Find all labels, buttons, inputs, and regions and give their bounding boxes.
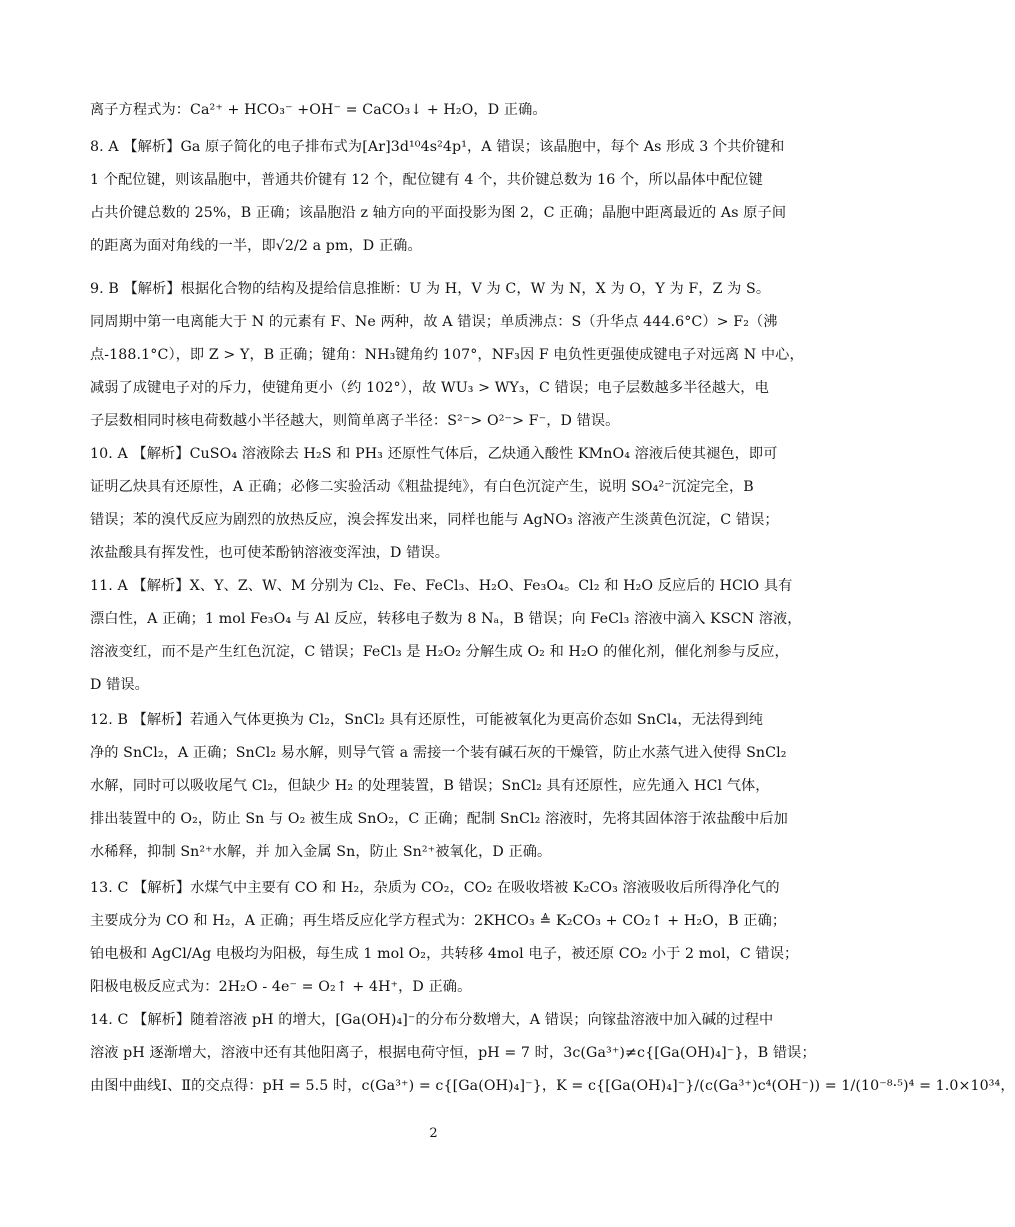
- text-line: 铂电极和 AgCl/Ag 电极均为阳极，每生成 1 mol O₂，共转移 4mol 电子，被还原 CO₂ 小于 2 mol，C 错误；: [90, 946, 799, 962]
- text-line: 由图中曲线Ⅰ、Ⅱ的交点得：pH = 5.5 时，c(Ga³⁺) = c{[Ga(OH)₄]⁻}，K = c{[Ga(OH)₄]⁻}/(c(Ga³⁺)c⁴(OH⁻)) = 1/(10⁻⁸·⁵)⁴ = 1.0×10³⁴，: [90, 1078, 1015, 1094]
- text-line: 溶液 pH 逐渐增大，溶液中还有其他阳离子，根据电荷守恒，pH = 7 时，3c(Ga³⁺)≠c{[Ga(OH)₄]⁻}，B 错误；: [90, 1045, 816, 1061]
- paragraph-q13: [90, 872, 799, 1004]
- text-line: 漂白性，A 正确；1 mol Fe₃O₄ 与 Al 反应，转移电子数为 8 Nₐ，B 错误；向 FeCl₃ 溶液中滴入 KSCN 溶液，: [90, 611, 802, 627]
- text-line: 13. C 【解析】水煤气中主要有 CO 和 H₂，杂质为 CO₂，CO₂ 在吸收塔被 K₂CO₃ 溶液吸收后所得净化气的: [90, 880, 780, 896]
- text-line: 净的 SnCl₂，A 正确；SnCl₂ 易水解，则导气管 a 需接一个装有碱石灰的干燥管，防止水蒸气进入使得 SnCl₂: [90, 745, 787, 761]
- text-line: 14. C 【解析】随着溶液 pH 的增大，[Ga(OH)₄]⁻的分布分数增大，A 错误；向镓盐溶液中加入碱的过程中: [90, 1012, 774, 1028]
- paragraph-q11: [90, 570, 802, 702]
- text-line: 8. A 【解析】Ga 原子简化的电子排布式为[Ar]3d¹⁰4s²4p¹，A 错误；该晶胞中，每个 As 形成 3 个共价键和: [90, 139, 785, 155]
- paragraph-q14: [90, 1004, 1015, 1103]
- text-line: 的距离为面对角线的一半，即√2/2 a pm，D 正确。: [90, 238, 422, 254]
- paragraph-q12: [90, 704, 788, 869]
- text-line: 排出装置中的 O₂，防止 Sn 与 O₂ 被生成 SnO₂，C 正确；配制 SnCl₂ 溶液时，先将其固体溶于浓盐酸中后加: [90, 811, 788, 827]
- text-line: 11. A 【解析】X、Y、Z、W、M 分别为 Cl₂、Fe、FeCl₃、H₂O、Fe₃O₄。Cl₂ 和 H₂O 反应后的 HClO 具有: [90, 578, 793, 594]
- text-line: 12. B 【解析】若通入气体更换为 Cl₂，SnCl₂ 具有还原性，可能被氧化为更高价态如 SnCl₄，无法得到纯: [90, 712, 764, 728]
- text-line: 错误；苯的溴代反应为剧烈的放热反应，溴会挥发出来，同样也能与 AgNO₃ 溶液产生淡黄色沉淀，C 错误；: [90, 512, 779, 528]
- text-line: 主要成分为 CO 和 H₂，A 正确；再生塔反应化学方程式为：2KHCO₃ ≜ K₂CO₃ + CO₂↑ + H₂O，B 正确；: [90, 913, 787, 929]
- text-line: 水解，同时可以吸收尾气 Cl₂，但缺少 H₂ 的处理装置，B 错误；SnCl₂ 具有还原性，应先通入 HCl 气体，: [90, 778, 770, 794]
- text-line: 溶液变红，而不是产生红色沉淀，C 错误；FeCl₃ 是 H₂O₂ 分解生成 O₂ 和 H₂O 的催化剂，催化剂参与反应，: [90, 644, 789, 660]
- paragraph-q7-tail: [90, 94, 780, 127]
- text-line: 减弱了成键电子对的斥力，使键角更小（约 102°），故 WU₃ > WY₃，C 错误；电子层数越多半径越大，电: [90, 380, 769, 396]
- page-number: 2: [429, 1126, 438, 1141]
- text-line: D 错误。: [90, 677, 149, 693]
- text-line: 点-188.1°C），即 Z > Y，B 正确；键角：NH₃键角约 107°，NF₃因 F 电负性更强使成键电子对远离 N 中心，: [90, 347, 804, 363]
- text-line: 证明乙炔具有还原性，A 正确；必修二实验活动《粗盐提纯》，有白色沉淀产生，说明 SO₄²⁻沉淀完全，B: [90, 479, 754, 495]
- text-line: 阳极电极反应式为：2H₂O - 4e⁻ = O₂↑ + 4H⁺，D 正确。: [90, 979, 472, 995]
- paragraph-q10: [90, 438, 780, 570]
- paragraph-q8: [90, 131, 787, 263]
- text-line: 10. A 【解析】CuSO₄ 溶液除去 H₂S 和 PH₃ 还原性气体后，乙炔通入酸性 KMnO₄ 溶液后使其褪色，即可: [90, 446, 778, 462]
- text-line: 9. B 【解析】根据化合物的结构及提给信息推断：U 为 H，V 为 C，W 为 N，X 为 O，Y 为 F，Z 为 S。: [90, 281, 771, 297]
- text-line: 浓盐酸具有挥发性，也可使苯酚钠溶液变浑浊，D 错误。: [90, 545, 449, 561]
- text-line: 子层数相同时核电荷数越小半径越大，则简单离子半径：S²⁻> O²⁻> F⁻，D 错误。: [90, 413, 620, 429]
- paragraph-q9: [90, 273, 804, 438]
- text-line: 水稀释，抑制 Sn²⁺水解，并 加入金属 Sn，防止 Sn²⁺被氧化，D 正确。: [90, 844, 552, 860]
- text-line: 1 个配位键，则该晶胞中，普通共价键有 12 个，配位键有 4 个，共价键总数为 16 个，所以晶体中配位键: [90, 172, 763, 188]
- text-line: 离子方程式为：Ca²⁺ + HCO₃⁻ +OH⁻ = CaCO₃↓ + H₂O，D 正确。: [90, 102, 547, 118]
- text-line: 占共价键总数的 25%，B 正确；该晶胞沿 z 轴方向的平面投影为图 2，C 正确；晶胞中距离最近的 As 原子间: [90, 205, 787, 221]
- text-line: 同周期中第一电离能大于 N 的元素有 F、Ne 两种，故 A 错误；单质沸点：S（升华点 444.6°C）> F₂（沸: [90, 314, 778, 330]
